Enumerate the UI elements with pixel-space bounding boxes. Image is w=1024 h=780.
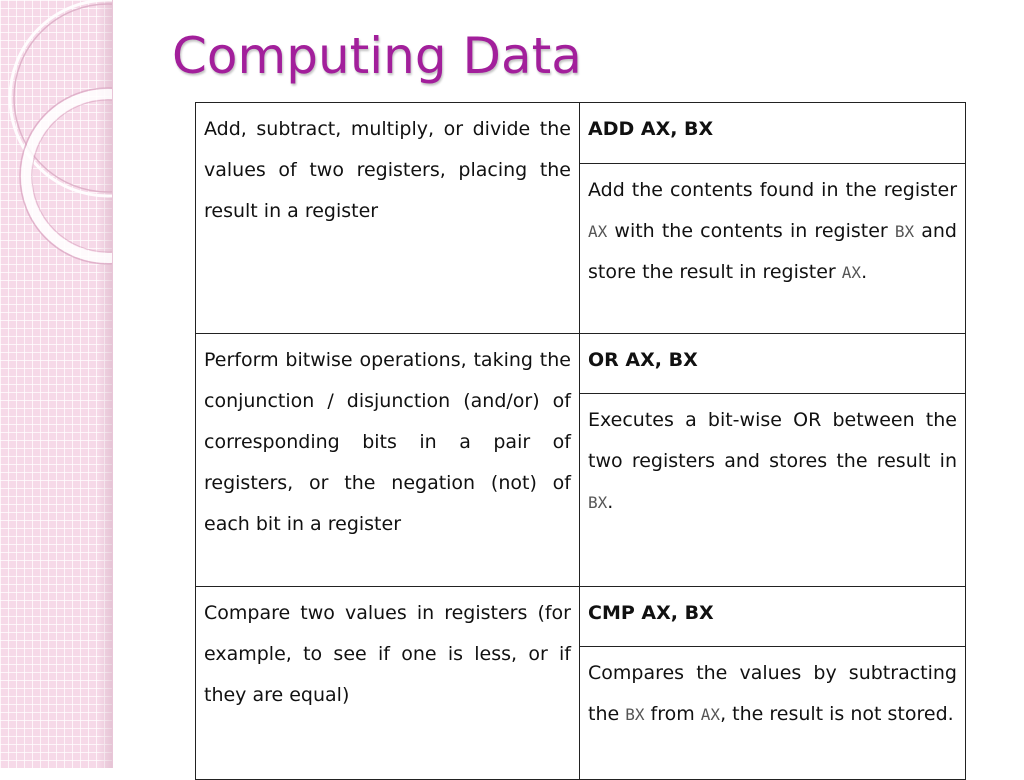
row-command: OR AX, BX	[588, 349, 698, 371]
explanation-text: , the result is not stored.	[720, 703, 954, 725]
table-row	[196, 587, 966, 647]
explanation-text: from	[644, 703, 701, 725]
row-description-cell	[196, 334, 580, 587]
explanation-text: and store the result in register	[588, 220, 957, 283]
row-command-cell	[580, 334, 966, 394]
instruction-table	[195, 102, 966, 780]
row-command-cell	[580, 587, 966, 647]
explanation-text: Add the contents found in the register	[588, 179, 957, 201]
page-title: Computing Data	[172, 27, 582, 85]
row-explanation-cell	[580, 394, 966, 587]
register-name: AX	[588, 222, 608, 241]
decorative-side-strip	[0, 0, 113, 768]
row-explanation-cell	[580, 164, 966, 334]
explanation-text: Executes a bit-wise OR between the two registers and stores the result in	[588, 409, 957, 472]
row-explanation-cell	[580, 647, 966, 780]
row-description: Add, subtract, multiply, or divide the values of two registers, placing the result in a register	[204, 118, 571, 222]
row-command: CMP AX, BX	[588, 602, 714, 624]
register-name: BX	[625, 705, 645, 724]
row-description-cell	[196, 587, 580, 780]
register-name: BX	[588, 493, 608, 512]
explanation-text: with the contents in register	[607, 220, 895, 242]
register-name: AX	[841, 263, 862, 282]
table-row	[196, 103, 966, 164]
decorative-swirl-icon	[0, 0, 113, 280]
explanation-text: .	[861, 261, 868, 283]
explanation-text: Compares the values by subtracting the	[588, 662, 957, 725]
row-command: ADD AX, BX	[588, 118, 714, 140]
row-description: Perform bitwise operations, taking the conjunction / disjunction (and/or) of corresponding bits in a pair of registers, or the negation (not) of each bit in a register	[204, 349, 571, 535]
table-row	[196, 334, 966, 394]
register-name: AX	[700, 705, 721, 724]
explanation-text: .	[607, 491, 614, 513]
row-command-cell	[580, 103, 966, 164]
row-description-cell	[196, 103, 580, 334]
row-description: Compare two values in registers (for example, to see if one is less, or if they are equal)	[204, 602, 571, 706]
register-name: BX	[894, 222, 915, 241]
